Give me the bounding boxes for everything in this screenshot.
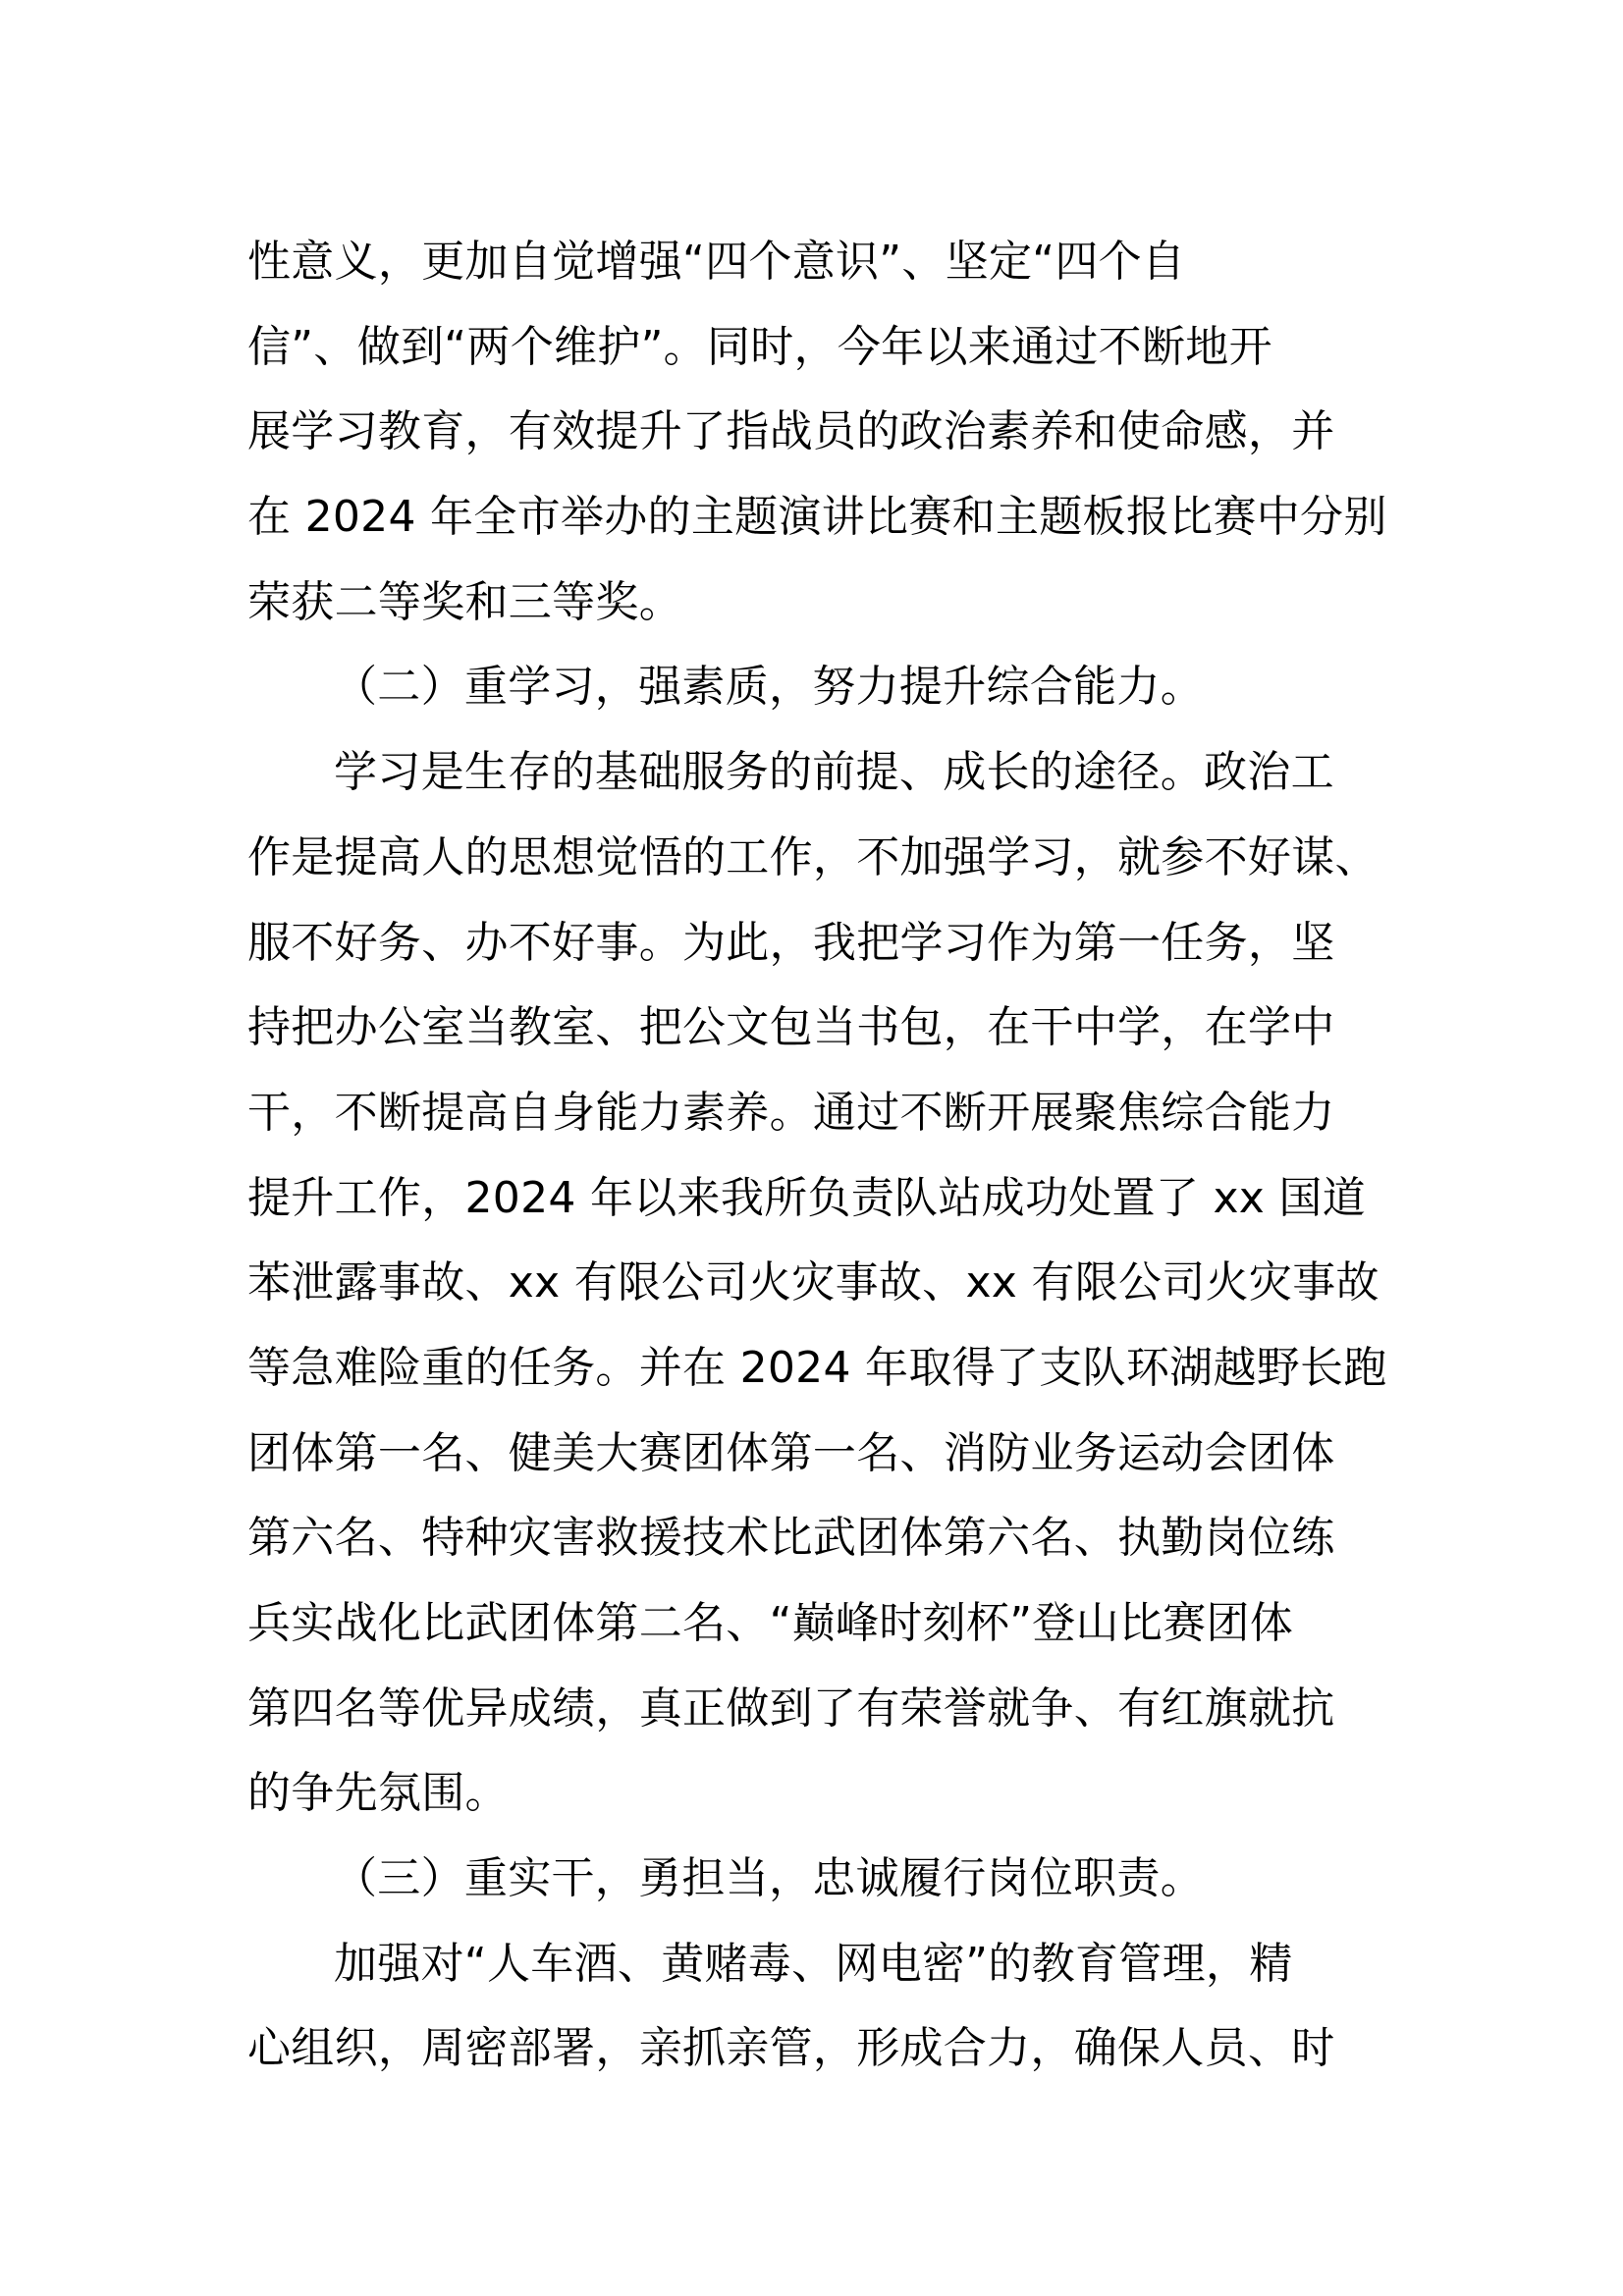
body-line: 服不好务、办不好事。为此，我把学习作为第一任务，坚: [247, 917, 1335, 968]
section-heading-3: （三）重实干，勇担当，忠诚履行岗位职责。: [334, 1853, 1204, 1904]
body-line: 等急难险重的任务。并在 2024 年取得了支队环湖越野长跑: [247, 1342, 1387, 1393]
body-line: 信”、做到“两个维护”。同时，今年以来通过不断地开: [247, 321, 1272, 372]
paragraph-first-line: 加强对“人车酒、黄赌毒、网电密”的教育管理，精: [334, 1938, 1293, 1989]
body-line: 作是提高人的思想觉悟的工作，不加强学习，就参不好谋、: [247, 831, 1379, 882]
body-line: 第四名等优异成绩，真正做到了有荣誉就争、有红旗就抗: [247, 1682, 1335, 1734]
body-line: 心组织，周密部署，亲抓亲管，形成合力，确保人员、时: [247, 2023, 1335, 2074]
body-line: 在 2024 年全市举办的主题演讲比赛和主题板报比赛中分别: [247, 492, 1387, 543]
body-line: 的争先氛围。: [247, 1768, 509, 1819]
body-line: 荣获二等奖和三等奖。: [247, 576, 682, 627]
body-line: 干，不断提高自身能力素养。通过不断开展聚焦综合能力: [247, 1087, 1335, 1138]
body-line: 展学习教育，有效提升了指战员的政治素养和使命感，并: [247, 406, 1335, 457]
paragraph-first-line: 学习是生存的基础服务的前提、成长的途径。政治工: [334, 747, 1334, 798]
body-line: 第六名、特种灾害救援技术比武团体第六名、执勤岗位练: [247, 1513, 1335, 1564]
body-line: 提升工作，2024 年以来我所负责队站成功处置了 xx 国道: [247, 1172, 1367, 1223]
body-line: 兵实战化比武团体第二名、“巅峰时刻杯”登山比赛团体: [247, 1598, 1294, 1648]
body-line: 团体第一名、健美大赛团体第一名、消防业务运动会团体: [247, 1427, 1335, 1478]
section-heading-2: （二）重学习，强素质，努力提升综合能力。: [334, 662, 1204, 713]
body-line: 持把办公室当教室、把公文包当书包，在干中学，在学中: [247, 1002, 1335, 1053]
body-line: 苯泄露事故、xx 有限公司火灾事故、xx 有限公司火灾事故: [247, 1257, 1380, 1308]
document-body: [247, 230, 1406, 2102]
body-line: 性意义，更加自觉增强“四个意识”、坚定“四个自: [247, 237, 1186, 287]
